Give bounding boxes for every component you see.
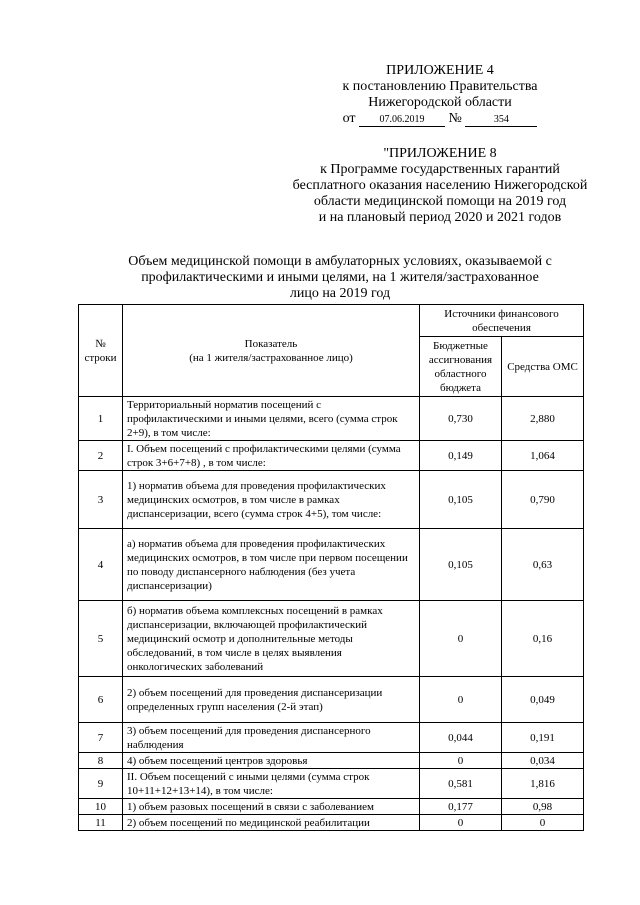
from-label: от bbox=[342, 111, 356, 126]
table-row bbox=[79, 677, 584, 723]
row-number: 11 bbox=[79, 815, 123, 831]
table-row bbox=[79, 397, 584, 441]
decree-date: 07.06.2019 bbox=[359, 114, 445, 127]
header-indicator-line1: Показатель bbox=[244, 337, 298, 350]
table-row bbox=[79, 753, 584, 769]
appendix4-header bbox=[340, 63, 540, 127]
row-number: 8 bbox=[79, 753, 123, 769]
row-oms: 0,049 bbox=[502, 677, 584, 723]
row-indicator: II. Объем посещений с иными целями (сумма строк 10+11+12+13+14), в том числе: bbox=[123, 769, 420, 799]
document-title bbox=[110, 254, 570, 302]
row-number: 1 bbox=[79, 397, 123, 441]
title-line3: лицо на 2019 год bbox=[289, 286, 391, 301]
row-oms: 1,816 bbox=[502, 769, 584, 799]
row-indicator: I. Объем посещений с профилактическими целями (сумма строк 3+6+7+8) , в том числе: bbox=[123, 441, 420, 471]
table-row bbox=[79, 815, 584, 831]
row-budget: 0 bbox=[420, 677, 502, 723]
number-label: № bbox=[448, 111, 462, 126]
appendix4-title: ПРИЛОЖЕНИЕ 4 bbox=[386, 63, 494, 78]
row-indicator: 4) объем посещений центров здоровья bbox=[123, 753, 420, 769]
table-row bbox=[79, 471, 584, 529]
volume-table bbox=[78, 304, 584, 831]
table-row bbox=[79, 769, 584, 799]
row-budget: 0 bbox=[420, 601, 502, 677]
row-indicator: 1) объем разовых посещений в связи с заболеванием bbox=[123, 799, 420, 815]
row-budget: 0,581 bbox=[420, 769, 502, 799]
row-indicator: 3) объем посещений для проведения диспансерного наблюдения bbox=[123, 723, 420, 753]
row-budget: 0,044 bbox=[420, 723, 502, 753]
row-oms: 2,880 bbox=[502, 397, 584, 441]
row-number: 3 bbox=[79, 471, 123, 529]
row-number: 9 bbox=[79, 769, 123, 799]
appendix8-line1: к Программе государственных гарантий bbox=[320, 162, 560, 177]
table-row bbox=[79, 799, 584, 815]
title-line1: Объем медицинской помощи в амбулаторных условиях, оказываемой с bbox=[128, 254, 552, 269]
row-indicator: 2) объем посещений по медицинской реабилитации bbox=[123, 815, 420, 831]
row-indicator: а) норматив объема для проведения профилактических медицинских осмотров, в том числе при первом посещении по поводу диспансерного наблюдения (без учета диспансеризации) bbox=[123, 529, 420, 601]
header-row-number: № строки bbox=[79, 305, 123, 397]
row-budget: 0,149 bbox=[420, 441, 502, 471]
appendix8-line3: области медицинской помощи на 2019 год bbox=[313, 194, 567, 209]
row-indicator: б) норматив объема комплексных посещений в рамках диспансеризации, включающей профилактический медицинский осмотр и дополнительные методы обследований, в том числе в целях выявления онкологических заболеваний bbox=[123, 601, 420, 677]
row-oms: 0,191 bbox=[502, 723, 584, 753]
table-row bbox=[79, 601, 584, 677]
table-row bbox=[79, 441, 584, 471]
row-indicator: Территориальный норматив посещений с профилактическими и иными целями, всего (сумма строк 2+9), в том числе: bbox=[123, 397, 420, 441]
row-budget: 0 bbox=[420, 753, 502, 769]
appendix8-line2: бесплатного оказания населению Нижегородской bbox=[292, 178, 588, 193]
table-row bbox=[79, 529, 584, 601]
header-indicator bbox=[123, 305, 420, 397]
row-indicator: 2) объем посещений для проведения диспансеризации определенных групп населения (2-й этап) bbox=[123, 677, 420, 723]
row-number: 2 bbox=[79, 441, 123, 471]
header-sources: Источники финансового обеспечения bbox=[420, 305, 584, 337]
header-oms: Средства ОМС bbox=[502, 337, 584, 397]
appendix8-line4: и на плановый период 2020 и 2021 годов bbox=[318, 210, 562, 225]
appendix4-date-line bbox=[340, 111, 540, 127]
row-number: 10 bbox=[79, 799, 123, 815]
row-oms: 0,034 bbox=[502, 753, 584, 769]
row-number: 4 bbox=[79, 529, 123, 601]
row-oms: 0,63 bbox=[502, 529, 584, 601]
row-budget: 0 bbox=[420, 815, 502, 831]
row-oms: 0,98 bbox=[502, 799, 584, 815]
title-line2: профилактическими и иными целями, на 1 жителя/застрахованное bbox=[141, 270, 539, 285]
row-oms: 1,064 bbox=[502, 441, 584, 471]
appendix4-line1: к постановлению Правительства bbox=[342, 79, 538, 94]
row-oms: 0 bbox=[502, 815, 584, 831]
header-indicator-line2: (на 1 жителя/застрахованное лицо) bbox=[189, 351, 353, 364]
row-number: 5 bbox=[79, 601, 123, 677]
appendix8-title: "ПРИЛОЖЕНИЕ 8 bbox=[383, 146, 497, 161]
header-budget: Бюджетные ассигнования областного бюджета bbox=[420, 337, 502, 397]
row-budget: 0,105 bbox=[420, 529, 502, 601]
row-oms: 0,790 bbox=[502, 471, 584, 529]
decree-number: 354 bbox=[465, 114, 537, 127]
table-row bbox=[79, 723, 584, 753]
appendix8-header bbox=[250, 146, 630, 226]
row-budget: 0,177 bbox=[420, 799, 502, 815]
row-oms: 0,16 bbox=[502, 601, 584, 677]
row-budget: 0,105 bbox=[420, 471, 502, 529]
row-number: 6 bbox=[79, 677, 123, 723]
row-number: 7 bbox=[79, 723, 123, 753]
appendix4-line2: Нижегородской области bbox=[368, 95, 512, 110]
row-budget: 0,730 bbox=[420, 397, 502, 441]
row-indicator: 1) норматив объема для проведения профилактических медицинских осмотров, в том числе в рамках диспансеризации, всего (сумма строк 4+5), том числе: bbox=[123, 471, 420, 529]
